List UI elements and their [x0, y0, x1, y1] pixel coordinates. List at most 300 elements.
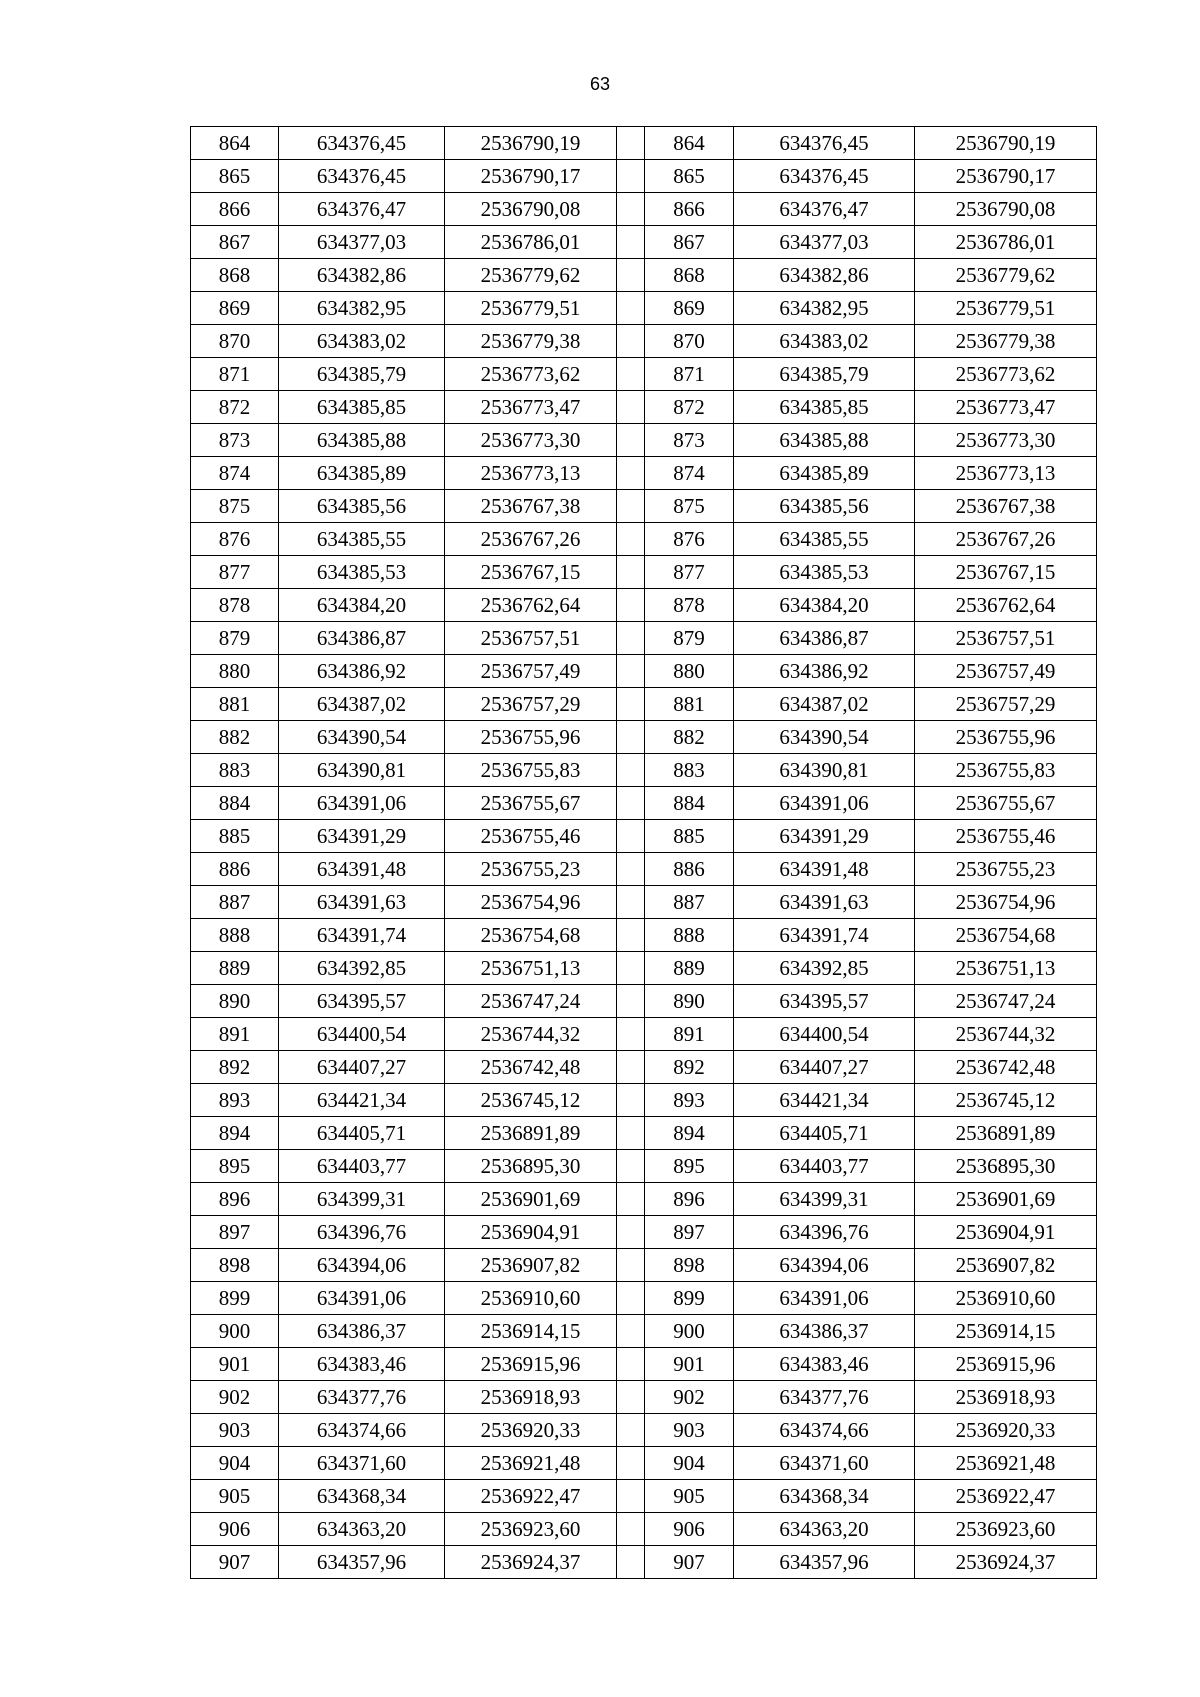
- point-number-cell: 892: [645, 1051, 734, 1084]
- table-row: [191, 820, 1097, 853]
- x-coordinate-cell: 634368,34: [279, 1480, 445, 1513]
- table-row: [191, 787, 1097, 820]
- separator-cell: [617, 721, 645, 754]
- table-row: [191, 754, 1097, 787]
- x-coordinate-cell: 634377,76: [279, 1381, 445, 1414]
- separator-cell: [617, 655, 645, 688]
- x-coordinate-cell: 634390,54: [279, 721, 445, 754]
- x-coordinate-cell: 634394,06: [734, 1249, 915, 1282]
- point-number-cell: 881: [645, 688, 734, 721]
- point-number-cell: 868: [645, 259, 734, 292]
- point-number-cell: 900: [191, 1315, 279, 1348]
- table-row: [191, 127, 1097, 160]
- point-number-cell: 907: [191, 1546, 279, 1579]
- x-coordinate-cell: 634376,45: [734, 160, 915, 193]
- point-number-cell: 866: [191, 193, 279, 226]
- y-coordinate-cell: 2536923,60: [445, 1513, 617, 1546]
- y-coordinate-cell: 2536751,13: [445, 952, 617, 985]
- table-row: [191, 556, 1097, 589]
- x-coordinate-cell: 634392,85: [279, 952, 445, 985]
- x-coordinate-cell: 634391,06: [734, 787, 915, 820]
- separator-cell: [617, 787, 645, 820]
- table-row: [191, 853, 1097, 886]
- point-number-cell: 885: [191, 820, 279, 853]
- separator-cell: [617, 985, 645, 1018]
- point-number-cell: 866: [645, 193, 734, 226]
- table-row: [191, 1117, 1097, 1150]
- y-coordinate-cell: 2536921,48: [915, 1447, 1097, 1480]
- y-coordinate-cell: 2536922,47: [915, 1480, 1097, 1513]
- table-row: [191, 193, 1097, 226]
- x-coordinate-cell: 634391,63: [734, 886, 915, 919]
- y-coordinate-cell: 2536773,62: [915, 358, 1097, 391]
- x-coordinate-cell: 634407,27: [734, 1051, 915, 1084]
- table-row: [191, 490, 1097, 523]
- table-row: [191, 226, 1097, 259]
- x-coordinate-cell: 634385,56: [279, 490, 445, 523]
- point-number-cell: 903: [191, 1414, 279, 1447]
- x-coordinate-cell: 634391,06: [279, 1282, 445, 1315]
- x-coordinate-cell: 634400,54: [279, 1018, 445, 1051]
- point-number-cell: 876: [645, 523, 734, 556]
- y-coordinate-cell: 2536751,13: [915, 952, 1097, 985]
- separator-cell: [617, 1084, 645, 1117]
- separator-cell: [617, 853, 645, 886]
- table-row: [191, 358, 1097, 391]
- x-coordinate-cell: 634376,45: [279, 160, 445, 193]
- point-number-cell: 871: [191, 358, 279, 391]
- x-coordinate-cell: 634363,20: [279, 1513, 445, 1546]
- y-coordinate-cell: 2536755,83: [445, 754, 617, 787]
- x-coordinate-cell: 634383,46: [734, 1348, 915, 1381]
- point-number-cell: 894: [645, 1117, 734, 1150]
- y-coordinate-cell: 2536779,62: [915, 259, 1097, 292]
- y-coordinate-cell: 2536904,91: [915, 1216, 1097, 1249]
- table-row: [191, 160, 1097, 193]
- point-number-cell: 893: [191, 1084, 279, 1117]
- table-row: [191, 1513, 1097, 1546]
- point-number-cell: 895: [191, 1150, 279, 1183]
- point-number-cell: 873: [645, 424, 734, 457]
- x-coordinate-cell: 634376,47: [279, 193, 445, 226]
- x-coordinate-cell: 634385,55: [734, 523, 915, 556]
- y-coordinate-cell: 2536767,15: [915, 556, 1097, 589]
- point-number-cell: 867: [191, 226, 279, 259]
- y-coordinate-cell: 2536755,46: [445, 820, 617, 853]
- x-coordinate-cell: 634385,56: [734, 490, 915, 523]
- point-number-cell: 906: [645, 1513, 734, 1546]
- x-coordinate-cell: 634383,02: [734, 325, 915, 358]
- point-number-cell: 874: [645, 457, 734, 490]
- point-number-cell: 894: [191, 1117, 279, 1150]
- y-coordinate-cell: 2536923,60: [915, 1513, 1097, 1546]
- y-coordinate-cell: 2536755,23: [915, 853, 1097, 886]
- separator-cell: [617, 160, 645, 193]
- separator-cell: [617, 490, 645, 523]
- y-coordinate-cell: 2536918,93: [445, 1381, 617, 1414]
- y-coordinate-cell: 2536901,69: [445, 1183, 617, 1216]
- y-coordinate-cell: 2536915,96: [445, 1348, 617, 1381]
- y-coordinate-cell: 2536779,51: [915, 292, 1097, 325]
- y-coordinate-cell: 2536762,64: [915, 589, 1097, 622]
- x-coordinate-cell: 634385,79: [734, 358, 915, 391]
- y-coordinate-cell: 2536786,01: [915, 226, 1097, 259]
- y-coordinate-cell: 2536747,24: [445, 985, 617, 1018]
- x-coordinate-cell: 634405,71: [734, 1117, 915, 1150]
- separator-cell: [617, 1150, 645, 1183]
- separator-cell: [617, 391, 645, 424]
- separator-cell: [617, 622, 645, 655]
- separator-cell: [617, 1249, 645, 1282]
- table-row: [191, 424, 1097, 457]
- x-coordinate-cell: 634396,76: [279, 1216, 445, 1249]
- y-coordinate-cell: 2536901,69: [915, 1183, 1097, 1216]
- separator-cell: [617, 226, 645, 259]
- separator-cell: [617, 523, 645, 556]
- y-coordinate-cell: 2536907,82: [445, 1249, 617, 1282]
- table-row: [191, 1183, 1097, 1216]
- y-coordinate-cell: 2536767,26: [445, 523, 617, 556]
- x-coordinate-cell: 634386,87: [734, 622, 915, 655]
- x-coordinate-cell: 634371,60: [279, 1447, 445, 1480]
- x-coordinate-cell: 634357,96: [734, 1546, 915, 1579]
- point-number-cell: 882: [191, 721, 279, 754]
- x-coordinate-cell: 634384,20: [279, 589, 445, 622]
- point-number-cell: 901: [191, 1348, 279, 1381]
- point-number-cell: 900: [645, 1315, 734, 1348]
- point-number-cell: 897: [191, 1216, 279, 1249]
- point-number-cell: 870: [191, 325, 279, 358]
- point-number-cell: 874: [191, 457, 279, 490]
- point-number-cell: 884: [191, 787, 279, 820]
- separator-cell: [617, 556, 645, 589]
- x-coordinate-cell: 634390,81: [734, 754, 915, 787]
- x-coordinate-cell: 634374,66: [279, 1414, 445, 1447]
- y-coordinate-cell: 2536744,32: [445, 1018, 617, 1051]
- table-row: [191, 523, 1097, 556]
- x-coordinate-cell: 634391,06: [279, 787, 445, 820]
- point-number-cell: 896: [645, 1183, 734, 1216]
- x-coordinate-cell: 634385,53: [279, 556, 445, 589]
- point-number-cell: 898: [191, 1249, 279, 1282]
- x-coordinate-cell: 634377,03: [279, 226, 445, 259]
- y-coordinate-cell: 2536767,26: [915, 523, 1097, 556]
- point-number-cell: 882: [645, 721, 734, 754]
- x-coordinate-cell: 634385,88: [279, 424, 445, 457]
- x-coordinate-cell: 634382,95: [279, 292, 445, 325]
- y-coordinate-cell: 2536755,83: [915, 754, 1097, 787]
- point-number-cell: 902: [645, 1381, 734, 1414]
- table-row: [191, 1018, 1097, 1051]
- x-coordinate-cell: 634421,34: [734, 1084, 915, 1117]
- x-coordinate-cell: 634385,89: [734, 457, 915, 490]
- coordinates-table-body: [191, 127, 1097, 1579]
- point-number-cell: 903: [645, 1414, 734, 1447]
- y-coordinate-cell: 2536755,23: [445, 853, 617, 886]
- separator-cell: [617, 1282, 645, 1315]
- table-row: [191, 325, 1097, 358]
- y-coordinate-cell: 2536767,38: [915, 490, 1097, 523]
- y-coordinate-cell: 2536757,49: [915, 655, 1097, 688]
- separator-cell: [617, 952, 645, 985]
- x-coordinate-cell: 634390,54: [734, 721, 915, 754]
- point-number-cell: 897: [645, 1216, 734, 1249]
- separator-cell: [617, 886, 645, 919]
- x-coordinate-cell: 634421,34: [279, 1084, 445, 1117]
- x-coordinate-cell: 634396,76: [734, 1216, 915, 1249]
- y-coordinate-cell: 2536790,08: [915, 193, 1097, 226]
- y-coordinate-cell: 2536922,47: [445, 1480, 617, 1513]
- y-coordinate-cell: 2536773,30: [445, 424, 617, 457]
- point-number-cell: 889: [191, 952, 279, 985]
- x-coordinate-cell: 634385,89: [279, 457, 445, 490]
- y-coordinate-cell: 2536790,08: [445, 193, 617, 226]
- separator-cell: [617, 292, 645, 325]
- point-number-cell: 886: [645, 853, 734, 886]
- point-number-cell: 889: [645, 952, 734, 985]
- point-number-cell: 881: [191, 688, 279, 721]
- table-row: [191, 1249, 1097, 1282]
- y-coordinate-cell: 2536786,01: [445, 226, 617, 259]
- point-number-cell: 869: [191, 292, 279, 325]
- x-coordinate-cell: 634391,06: [734, 1282, 915, 1315]
- x-coordinate-cell: 634385,85: [734, 391, 915, 424]
- x-coordinate-cell: 634391,48: [734, 853, 915, 886]
- y-coordinate-cell: 2536773,30: [915, 424, 1097, 457]
- y-coordinate-cell: 2536754,96: [915, 886, 1097, 919]
- point-number-cell: 902: [191, 1381, 279, 1414]
- separator-cell: [617, 589, 645, 622]
- x-coordinate-cell: 634376,45: [279, 127, 445, 160]
- point-number-cell: 865: [645, 160, 734, 193]
- y-coordinate-cell: 2536914,15: [915, 1315, 1097, 1348]
- y-coordinate-cell: 2536914,15: [445, 1315, 617, 1348]
- table-row: [191, 1447, 1097, 1480]
- y-coordinate-cell: 2536757,29: [445, 688, 617, 721]
- y-coordinate-cell: 2536779,38: [915, 325, 1097, 358]
- x-coordinate-cell: 634385,85: [279, 391, 445, 424]
- y-coordinate-cell: 2536773,47: [915, 391, 1097, 424]
- separator-cell: [617, 1216, 645, 1249]
- x-coordinate-cell: 634399,31: [734, 1183, 915, 1216]
- x-coordinate-cell: 634385,88: [734, 424, 915, 457]
- table-row: [191, 457, 1097, 490]
- table-row: [191, 1051, 1097, 1084]
- y-coordinate-cell: 2536790,17: [445, 160, 617, 193]
- y-coordinate-cell: 2536904,91: [445, 1216, 617, 1249]
- x-coordinate-cell: 634385,53: [734, 556, 915, 589]
- x-coordinate-cell: 634387,02: [734, 688, 915, 721]
- point-number-cell: 875: [645, 490, 734, 523]
- table-row: [191, 1150, 1097, 1183]
- y-coordinate-cell: 2536779,51: [445, 292, 617, 325]
- separator-cell: [617, 820, 645, 853]
- point-number-cell: 877: [191, 556, 279, 589]
- y-coordinate-cell: 2536755,96: [915, 721, 1097, 754]
- point-number-cell: 864: [191, 127, 279, 160]
- y-coordinate-cell: 2536755,67: [915, 787, 1097, 820]
- x-coordinate-cell: 634400,54: [734, 1018, 915, 1051]
- x-coordinate-cell: 634390,81: [279, 754, 445, 787]
- x-coordinate-cell: 634391,74: [734, 919, 915, 952]
- point-number-cell: 871: [645, 358, 734, 391]
- point-number-cell: 867: [645, 226, 734, 259]
- point-number-cell: 899: [191, 1282, 279, 1315]
- separator-cell: [617, 457, 645, 490]
- separator-cell: [617, 1414, 645, 1447]
- x-coordinate-cell: 634403,77: [734, 1150, 915, 1183]
- y-coordinate-cell: 2536755,96: [445, 721, 617, 754]
- y-coordinate-cell: 2536757,29: [915, 688, 1097, 721]
- y-coordinate-cell: 2536790,19: [915, 127, 1097, 160]
- separator-cell: [617, 1117, 645, 1150]
- point-number-cell: 891: [191, 1018, 279, 1051]
- x-coordinate-cell: 634382,86: [279, 259, 445, 292]
- table-row: [191, 391, 1097, 424]
- x-coordinate-cell: 634368,34: [734, 1480, 915, 1513]
- x-coordinate-cell: 634376,45: [734, 127, 915, 160]
- separator-cell: [617, 1381, 645, 1414]
- y-coordinate-cell: 2536773,62: [445, 358, 617, 391]
- y-coordinate-cell: 2536745,12: [445, 1084, 617, 1117]
- x-coordinate-cell: 634374,66: [734, 1414, 915, 1447]
- y-coordinate-cell: 2536921,48: [445, 1447, 617, 1480]
- x-coordinate-cell: 634387,02: [279, 688, 445, 721]
- y-coordinate-cell: 2536891,89: [445, 1117, 617, 1150]
- x-coordinate-cell: 634382,86: [734, 259, 915, 292]
- y-coordinate-cell: 2536773,13: [445, 457, 617, 490]
- x-coordinate-cell: 634386,37: [279, 1315, 445, 1348]
- y-coordinate-cell: 2536757,51: [445, 622, 617, 655]
- point-number-cell: 893: [645, 1084, 734, 1117]
- x-coordinate-cell: 634395,57: [279, 985, 445, 1018]
- x-coordinate-cell: 634403,77: [279, 1150, 445, 1183]
- point-number-cell: 879: [645, 622, 734, 655]
- separator-cell: [617, 754, 645, 787]
- point-number-cell: 905: [645, 1480, 734, 1513]
- y-coordinate-cell: 2536745,12: [915, 1084, 1097, 1117]
- table-row: [191, 589, 1097, 622]
- separator-cell: [617, 193, 645, 226]
- separator-cell: [617, 1480, 645, 1513]
- point-number-cell: 904: [191, 1447, 279, 1480]
- separator-cell: [617, 325, 645, 358]
- table-row: [191, 985, 1097, 1018]
- y-coordinate-cell: 2536742,48: [445, 1051, 617, 1084]
- x-coordinate-cell: 634383,46: [279, 1348, 445, 1381]
- separator-cell: [617, 1315, 645, 1348]
- table-row: [191, 1546, 1097, 1579]
- table-row: [191, 1084, 1097, 1117]
- page-number: 63: [589, 74, 611, 94]
- table-row: [191, 655, 1097, 688]
- point-number-cell: 868: [191, 259, 279, 292]
- point-number-cell: 883: [645, 754, 734, 787]
- y-coordinate-cell: 2536907,82: [915, 1249, 1097, 1282]
- point-number-cell: 907: [645, 1546, 734, 1579]
- point-number-cell: 879: [191, 622, 279, 655]
- table-row: [191, 1414, 1097, 1447]
- point-number-cell: 872: [191, 391, 279, 424]
- point-number-cell: 891: [645, 1018, 734, 1051]
- separator-cell: [617, 1183, 645, 1216]
- point-number-cell: 887: [191, 886, 279, 919]
- table-row: [191, 721, 1097, 754]
- point-number-cell: 888: [191, 919, 279, 952]
- x-coordinate-cell: 634395,57: [734, 985, 915, 1018]
- table-row: [191, 292, 1097, 325]
- x-coordinate-cell: 634377,76: [734, 1381, 915, 1414]
- x-coordinate-cell: 634394,06: [279, 1249, 445, 1282]
- coordinates-table: [190, 126, 1097, 1579]
- table-row: [191, 886, 1097, 919]
- point-number-cell: 880: [191, 655, 279, 688]
- y-coordinate-cell: 2536895,30: [915, 1150, 1097, 1183]
- separator-cell: [617, 919, 645, 952]
- y-coordinate-cell: 2536755,67: [445, 787, 617, 820]
- point-number-cell: 876: [191, 523, 279, 556]
- x-coordinate-cell: 634385,55: [279, 523, 445, 556]
- point-number-cell: 886: [191, 853, 279, 886]
- y-coordinate-cell: 2536920,33: [915, 1414, 1097, 1447]
- point-number-cell: 870: [645, 325, 734, 358]
- point-number-cell: 873: [191, 424, 279, 457]
- table-row: [191, 622, 1097, 655]
- x-coordinate-cell: 634391,48: [279, 853, 445, 886]
- x-coordinate-cell: 634382,95: [734, 292, 915, 325]
- point-number-cell: 865: [191, 160, 279, 193]
- point-number-cell: 885: [645, 820, 734, 853]
- x-coordinate-cell: 634407,27: [279, 1051, 445, 1084]
- table-row: [191, 259, 1097, 292]
- point-number-cell: 888: [645, 919, 734, 952]
- x-coordinate-cell: 634391,29: [734, 820, 915, 853]
- y-coordinate-cell: 2536910,60: [915, 1282, 1097, 1315]
- point-number-cell: 890: [191, 985, 279, 1018]
- point-number-cell: 878: [191, 589, 279, 622]
- point-number-cell: 895: [645, 1150, 734, 1183]
- point-number-cell: 872: [645, 391, 734, 424]
- point-number-cell: 898: [645, 1249, 734, 1282]
- x-coordinate-cell: 634399,31: [279, 1183, 445, 1216]
- x-coordinate-cell: 634392,85: [734, 952, 915, 985]
- table-row: [191, 1381, 1097, 1414]
- x-coordinate-cell: 634376,47: [734, 193, 915, 226]
- x-coordinate-cell: 634391,63: [279, 886, 445, 919]
- y-coordinate-cell: 2536754,68: [445, 919, 617, 952]
- point-number-cell: 896: [191, 1183, 279, 1216]
- y-coordinate-cell: 2536779,38: [445, 325, 617, 358]
- point-number-cell: 884: [645, 787, 734, 820]
- y-coordinate-cell: 2536742,48: [915, 1051, 1097, 1084]
- table-row: [191, 688, 1097, 721]
- point-number-cell: 899: [645, 1282, 734, 1315]
- y-coordinate-cell: 2536895,30: [445, 1150, 617, 1183]
- table-row: [191, 1480, 1097, 1513]
- point-number-cell: 905: [191, 1480, 279, 1513]
- separator-cell: [617, 1546, 645, 1579]
- table-row: [191, 919, 1097, 952]
- x-coordinate-cell: 634386,92: [279, 655, 445, 688]
- y-coordinate-cell: 2536924,37: [915, 1546, 1097, 1579]
- separator-cell: [617, 259, 645, 292]
- y-coordinate-cell: 2536773,47: [445, 391, 617, 424]
- y-coordinate-cell: 2536910,60: [445, 1282, 617, 1315]
- y-coordinate-cell: 2536744,32: [915, 1018, 1097, 1051]
- separator-cell: [617, 1513, 645, 1546]
- x-coordinate-cell: 634371,60: [734, 1447, 915, 1480]
- y-coordinate-cell: 2536762,64: [445, 589, 617, 622]
